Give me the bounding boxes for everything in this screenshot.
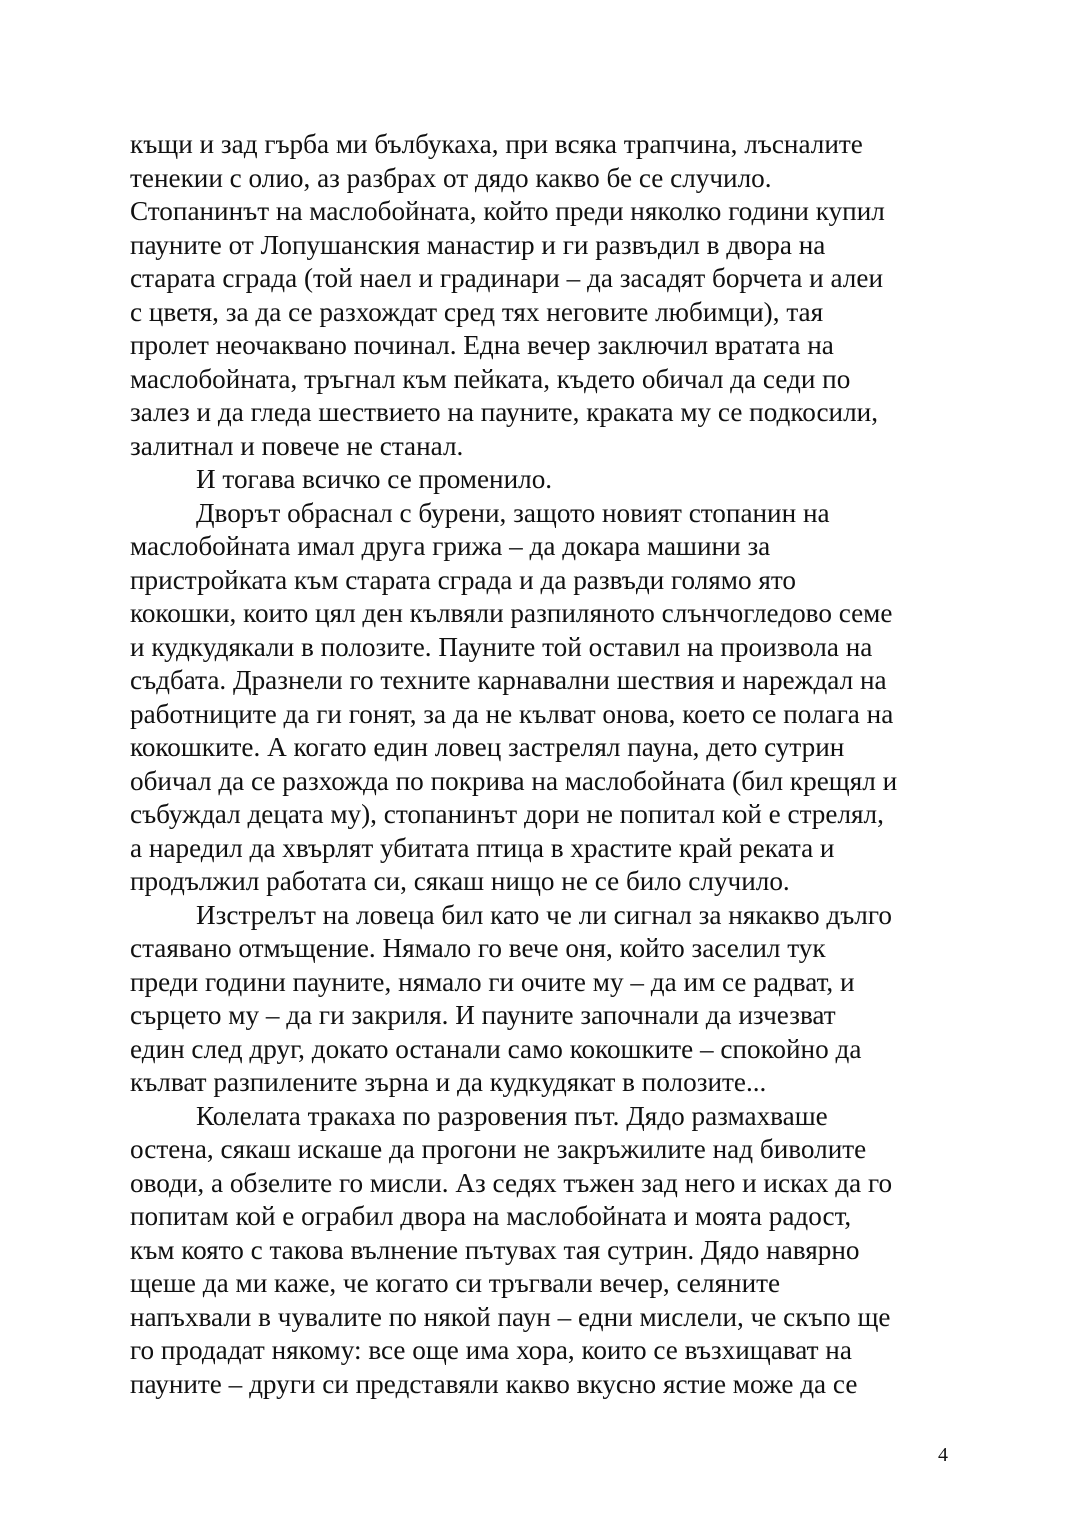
text-line: го продадат някому: все още има хора, които се възхищават на [130, 1335, 852, 1365]
text-line: към която с такова вълнение пътувах тая сутрин. Дядо навярно [130, 1234, 860, 1265]
text-line: пристройката към старата сграда и да развъди голямо ято [130, 564, 797, 595]
text-line: оводи, а обзелите го мисли. Аз седях тъжен зад него и исках да го [130, 1167, 893, 1198]
text-line: попитам кой е ограбил двора на маслобойната и моята радост, [130, 1201, 852, 1231]
text-line: обичал да се разхожда по покрива на маслобойната (бил крещял и [130, 765, 898, 796]
text-line: остена, сякаш искаше да прогони не закръжилите над биволите [130, 1134, 867, 1164]
text-line: продължил работата си, сякаш нищо не се било случило. [130, 866, 790, 896]
text-line: И тогава всичко се променило. [196, 464, 553, 494]
text-line: а наредил да хвърлят убитата птица в храстите край реката и [130, 832, 835, 863]
text-line: кокошките. А когато един ловец застрелял пауна, дето сутрин [130, 732, 845, 762]
text-line: щеше да ми каже, че когато си тръгвали вечер, селяните [130, 1268, 781, 1298]
text-line: с цветя, за да се разхождат сред тях неговите любимци), тая [130, 296, 824, 327]
text-line: Стопанинът на маслобойната, който преди няколко години купил [130, 196, 885, 226]
text-line: пролет неочаквано починал. Една вечер заключил вратата на [130, 330, 834, 360]
text-line: кълват разпилените зърна и да кудкудякат в полозите... [130, 1067, 767, 1097]
text-line: напъхвали в чувалите по някой паун – едни мислели, че скъпо ще [130, 1301, 891, 1332]
text-line: съдбата. Дразнели го техните карнавални шествия и нареждал на [130, 665, 887, 695]
text-line: пауните – други си представяли какво вкусно ястие може да се [130, 1368, 858, 1399]
text-line: и кудкудякали в полозите. Пауните той оставил на произвола на [130, 631, 873, 662]
text-line: сърцето му – да ги закриля. И пауните започнали да изчезват [130, 1000, 836, 1030]
text-line: маслобойната, тръгнал към пейката, където обичал да седи по [130, 363, 851, 394]
text-line: кокошки, които цял ден кълвяли разпиляното слънчогледово семе [130, 598, 893, 628]
text-line: старата сграда (той наел и градинари – да засадят борчета и алеи [130, 263, 883, 293]
text-line: работниците да ги гонят, за да не кълват онова, което се полага на [130, 698, 894, 729]
text-line: маслобойната имал друга грижа – да докара машини за [130, 531, 771, 561]
text-line: тенекии с олио, аз разбрах от дядо какво бе се случило. [130, 162, 772, 193]
text-line: Дворът обраснал с бурени, защото новият стопанин на [196, 497, 830, 528]
page-number: 4 [938, 1444, 948, 1466]
text-line: залез и да гледа шествието на пауните, краката му се подкосили, [130, 397, 878, 427]
body-text [130, 128, 960, 1401]
text-line: Изстрелът на ловеца бил като че ли сигнал за някакво дълго [196, 899, 892, 930]
text-line: събуждал децата му), стопанинът дори не попитал кой е стрелял, [130, 799, 884, 829]
text-line: залитнал и повече не станал. [130, 430, 464, 461]
text-line: стаявано отмъщение. Нямало го вече оня, който заселил тук [130, 933, 826, 963]
text-line: къщи и зад гърба ми бълбукаха, при всяка трапчина, лъсналите [130, 129, 863, 159]
text-line: преди години пауните, нямало ги очите му – да им се радват, и [130, 966, 855, 997]
text-line: Колелата тракаха по разровения път. Дядо размахваше [196, 1100, 828, 1131]
text-line: един след друг, докато останали само кокошките – спокойно да [130, 1033, 862, 1064]
text-line: пауните от Лопушанския манастир и ги развъдил в двора на [130, 229, 826, 260]
